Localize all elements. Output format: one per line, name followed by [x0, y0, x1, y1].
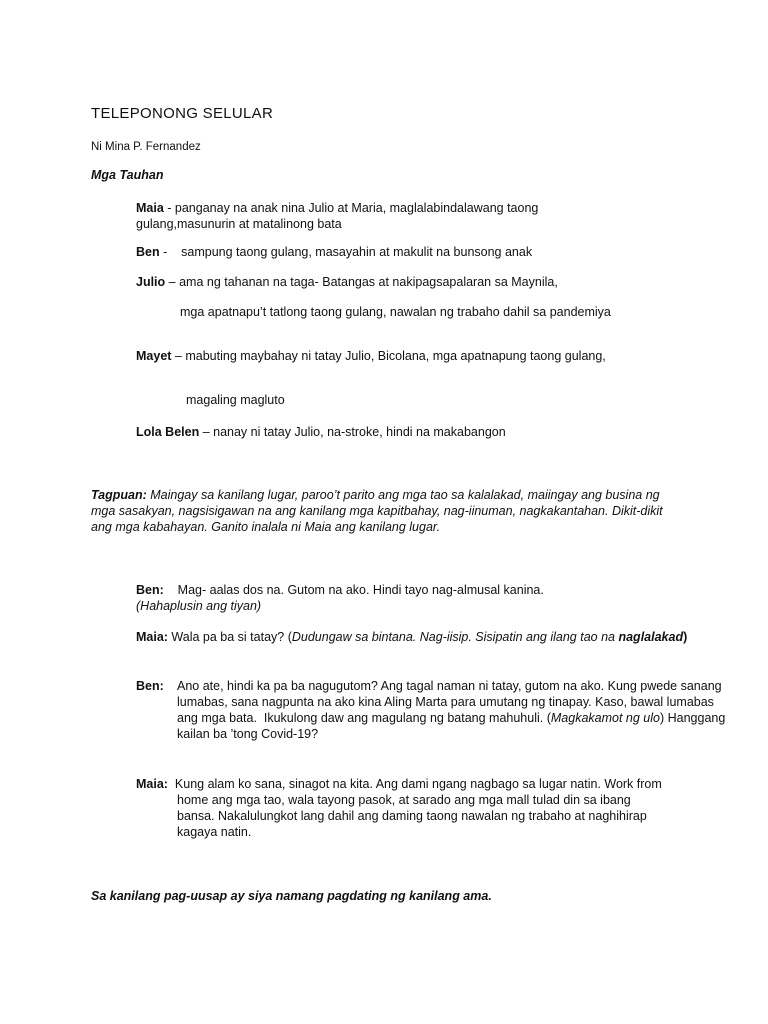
speaker-name: Maia:: [136, 777, 168, 791]
dialogue-line-ben-2: [136, 678, 732, 742]
author-line: Ni Mina P. Fernandez: [91, 141, 201, 153]
character-description: ama ng tahanan na taga- Batangas at nakipagsapalaran sa Maynila,: [179, 275, 558, 289]
character-name: Lola Belen: [136, 425, 200, 439]
page-title: TELEPONONG SELULAR: [91, 105, 274, 122]
character-name: Julio: [136, 275, 166, 289]
character-name: Mayet: [136, 349, 172, 363]
setting-text: Maingay sa kanilang lugar, paroo’t parito ang mga tao sa kalalakad, maiingay ang busina ng mga sasakyan, nagsisigawan na ang kanilang mga kapitbahay, nag-iinuman, nagkakantahan. Dikit-dikit ang mga kabahayan. Ganito inalala ni Maia ang kanilang lugar.: [91, 488, 663, 534]
character-entry-maia: Maia - panganay na anak nina Julio at Maria, maglalabindalawang taong gulang,masunurin at matalinong bata: [136, 201, 539, 231]
character-description: nanay ni tatay Julio, na-stroke, hindi na makabangon: [213, 425, 506, 439]
character-entry-mayet-cont: [136, 392, 636, 408]
speaker-name: Ben:: [136, 583, 164, 597]
stage-direction: (Hahaplusin ang tiyan): [136, 599, 262, 613]
character-name: Maia: [136, 201, 164, 215]
character-description: sampung taong gulang, masayahin at makulit na bunsong anak: [181, 245, 533, 259]
character-entry-ben: Ben - sampung taong gulang, masayahin at makulit na bunsong anak: [136, 245, 533, 259]
character-description: mabuting maybahay ni tatay Julio, Bicolana, mga apatnapung taong gulang,: [185, 349, 606, 363]
dialogue-line-maia-1: Maia: Wala pa ba si tatay? (Dudungaw sa bintana. Nag-iisip. Sisipatin ang ilang tao na naglalakad): [136, 630, 688, 644]
dialogue-text: Kung alam ko sana, sinagot na kita. Ang dami ngang nagbago sa lugar natin. Work from home ang mga tao, wala tayong pasok, at sarado ang mga mall tulad din sa ibang bansa. Nakalulungkot lang dahil ang daming taong nawalan ng trabaho at naghihirap kagaya natin.: [167, 777, 666, 839]
dialogue-text: Ano ate, hindi ka pa ba nagugutom? Ang tagal naman ni tatay, gutom na ako. Kung pwede sanang lumabas, sana nagpunta na ako kina Aling Marta para umutang ng tinapay. Kaso, bawal lumabas ang mga bata. Ikukulong daw ang magulang ng batang mahuhuli. (: [163, 679, 726, 725]
character-description: magaling magluto: [186, 393, 285, 407]
speaker-name: Ben:: [136, 679, 164, 693]
dialogue-text: Wala pa ba si tatay? (: [167, 630, 292, 644]
character-description: panganay na anak nina Julio at Maria, maglalabindalawang taong gulang,masunurin at matalinong bata: [136, 201, 539, 231]
character-name: Ben: [136, 245, 160, 259]
stage-direction: Dudungaw sa bintana. Nag-iisip. Sisipatin ang ilang tao na: [291, 630, 619, 644]
dialogue-line-ben-1: [136, 582, 696, 614]
character-entry-lola-belen: Lola Belen – nanay ni tatay Julio, na-stroke, hindi na makabangon: [136, 425, 506, 439]
character-entry-mayet: Mayet – mabuting maybahay ni tatay Julio, Bicolana, mga apatnapung taong gulang,: [136, 349, 606, 363]
stage-direction: Magkakamot ng ulo: [550, 711, 660, 725]
setting-label: Tagpuan:: [91, 488, 147, 502]
dialogue-text: Mag- aalas dos na. Gutom na ako. Hindi tayo nag-almusal kanina.: [163, 583, 544, 597]
closing-stage-direction: Sa kanilang pag-uusap ay siya namang pagdating ng kanilang ama.: [91, 889, 492, 903]
dialogue-text-after: ) Hanggang kailan ba ’tong Covid-19?: [177, 711, 726, 741]
character-entry-julio: Julio – ama ng tahanan na taga- Batangas at nakipagsapalaran sa Maynila,: [136, 275, 558, 289]
character-description: mga apatnapu’t tatlong taong gulang, nawalan ng trabaho dahil sa pandemiya: [180, 305, 611, 319]
setting-paragraph: [91, 487, 671, 535]
dialogue-line-maia-2: [136, 776, 667, 840]
character-entry-julio-cont: [136, 304, 636, 320]
speaker-name: Maia:: [136, 630, 168, 644]
stage-direction-emphasis: naglalakad: [618, 630, 684, 644]
characters-heading: Mga Tauhan: [91, 168, 164, 182]
